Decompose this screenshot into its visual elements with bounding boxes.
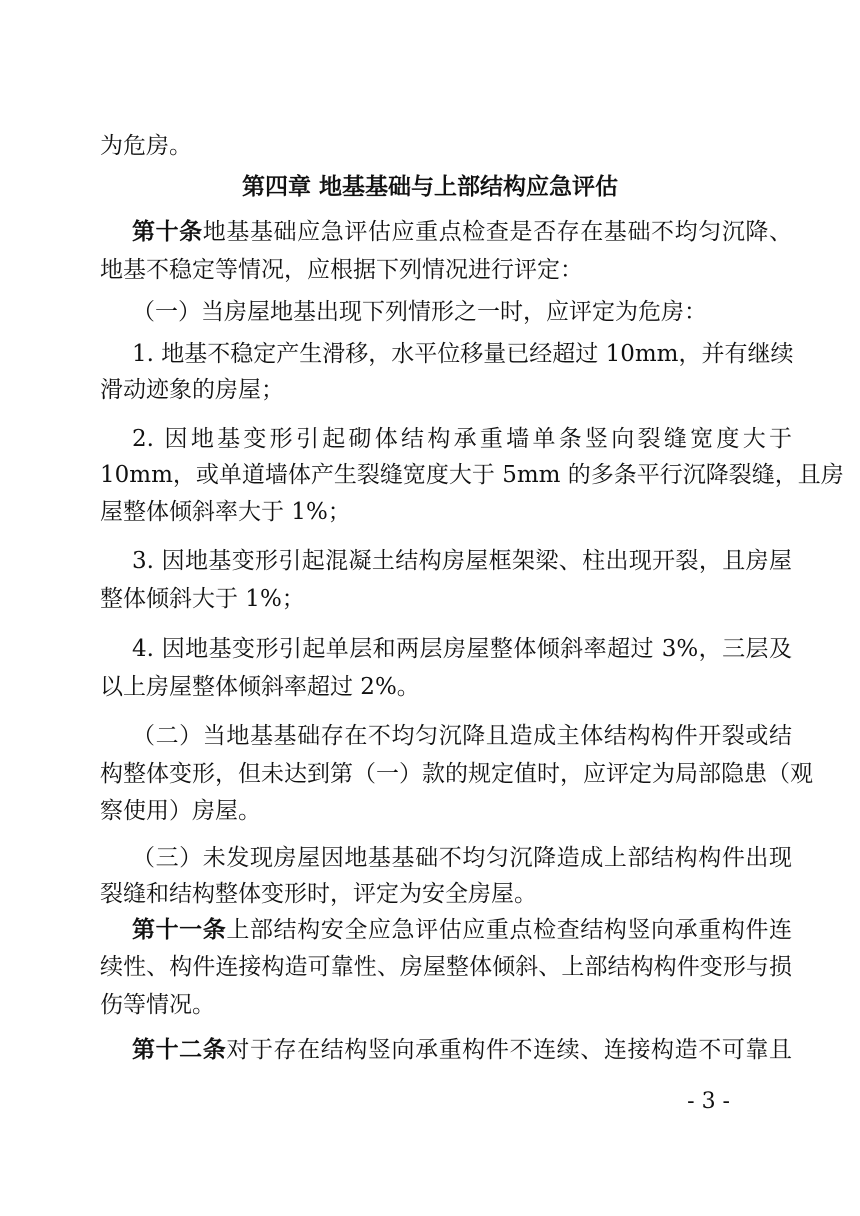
- text-line: 4. 因地基变形引起单层和两层房屋整体倾斜率超过 3%，三层及: [132, 636, 792, 662]
- text-line: 10mm，或单道墙体产生裂缝宽度大于 5mm 的多条平行沉降裂缝，且房: [100, 462, 844, 488]
- chapter-title: 第四章 地基基础与上部结构应急评估: [241, 174, 618, 200]
- text-span: 地基基础应急评估应重点检查是否存在基础不均匀沉降、: [202, 219, 793, 245]
- text-line: 2. 因地基变形引起砌体结构承重墙单条竖向裂缝宽度大于: [132, 426, 792, 452]
- text-span: 对于存在结构竖向承重构件不连续、连接构造不可靠且: [226, 1037, 793, 1063]
- text-line: 屋整体倾斜率大于 1%；: [100, 499, 351, 525]
- text-span: 上部结构安全应急评估应重点检查结构竖向承重构件连: [226, 917, 793, 943]
- text-line: 整体倾斜大于 1%；: [100, 586, 305, 612]
- text-line: 为危房。: [100, 133, 192, 159]
- article-10-line: [132, 217, 792, 247]
- text-line: 地基不稳定等情况，应根据下列情况进行评定：: [100, 257, 583, 283]
- text-line: （三）未发现房屋因地基基础不均匀沉降造成上部结构构件出现: [132, 845, 792, 871]
- text-line: 裂缝和结构整体变形时，评定为安全房屋。: [100, 881, 537, 907]
- page-number: - 3 -: [687, 1089, 730, 1114]
- text-line: 滑动迹象的房屋；: [100, 377, 284, 403]
- text-line: 3. 因地基变形引起混凝土结构房屋框架梁、柱出现开裂，且房屋: [132, 548, 792, 574]
- text-line: 构整体变形，但未达到第（一）款的规定值时，应评定为局部隐患（观: [100, 761, 813, 787]
- article-12-label: 第十二条: [132, 1037, 227, 1063]
- text-line: （二）当地基基础存在不均匀沉降且造成主体结构构件开裂或结: [132, 723, 792, 749]
- text-line: 以上房屋整体倾斜率超过 2%。: [100, 674, 420, 700]
- text-line: 1. 地基不稳定产生滑移，水平位移量已经超过 10mm，并有继续: [132, 341, 794, 367]
- text-line: 续性、构件连接构造可靠性、房屋整体倾斜、上部结构构件变形与损: [100, 954, 792, 980]
- article-12-line: [132, 1035, 792, 1065]
- article-10-label: 第十条: [132, 219, 203, 245]
- text-line: 伤等情况。: [100, 992, 215, 1018]
- article-11-label: 第十一条: [132, 917, 227, 943]
- article-11-line: [132, 915, 792, 945]
- clause-1-heading: （一）当房屋地基出现下列情形之一时，应评定为危房：: [132, 299, 707, 325]
- text-line: 察使用）房屋。: [100, 798, 261, 824]
